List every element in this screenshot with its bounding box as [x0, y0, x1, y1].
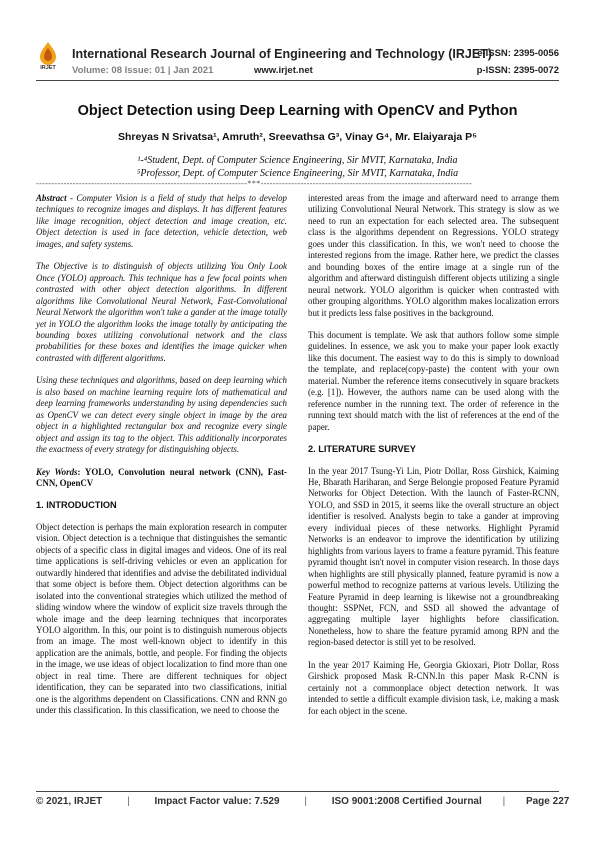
keywords-text: : YOLO, Convolution neural network (CNN), Fast-CNN, OpenCV — [36, 466, 287, 488]
left-column — [36, 193, 287, 728]
section-separator: ---------------------------------------------------------------------***--------------------------------------------------------------------- — [36, 179, 473, 188]
intro-paragraph: Object detection is perhaps the main exploration research in computer vision. Object detection is a technique that distinguishes the semantic objects of a specific class in digital images and videos. One of its real time applications is self-driving vehicles or even an application for outwardly hindered that identifies and advise the debilitated individual that some object is before them. Object detection algorithms can be isolated into the conventional strategies which utilized the method of sliding window where the window of explicit size travels through the whole image and the deep learning techniques that incorporates YOLO algorithm. In this, our point is to distinguish numerous objects from an image. The most well-known object to identify in this application are the animals, bottle, and people. For finding the objects in the image, we use ideas of object localization to find more than one object in real time. There are different techniques for object identification, they can be separated into two classifications, initial one is the algorithms dependent on Classifications. CNN and RNN go under this classification. In this classification, we need to choose the — [36, 521, 287, 716]
p-issn: p-ISSN: 2395-0072 — [476, 65, 559, 76]
footer-rule — [36, 791, 559, 792]
keywords — [36, 467, 287, 490]
footer-impact-factor: Impact Factor value: 7.529 — [154, 796, 280, 807]
paper-title: Object Detection using Deep Learning with OpenCV and Python — [77, 103, 518, 119]
svg-text:IRJET: IRJET — [40, 65, 56, 70]
journal-website[interactable]: www.irjet.net — [254, 65, 313, 76]
affiliation-professor: ⁵Professor, Dept. of Computer Science Engineering, Sir MVIT, Karnataka, India — [136, 168, 459, 179]
e-issn: e-ISSN: 2395-0056 — [477, 48, 559, 59]
footer-page-number: Page 227 — [525, 796, 570, 807]
volume-issue: Volume: 08 Issue: 01 | Jan 2021 — [72, 65, 214, 76]
header-rule — [36, 80, 559, 81]
literature-fpn: In the year 2017 Tsung-Yi Lin, Piotr Dollar, Ross Girshick, Kaiming He, Bharath Hariharan, and Serge Belongie proposed Feature Pyramid Networks for Object Detection. With the launch of Faster-RCNN, YOLO, and SSD in 2015, it seems like the overall structure an object identifier is resolved. Analysts begin to take a gander at improving every individual pieces of these networks. Highlight Pyramid Networks is an endeavor to improve the identification by utilizing highlights from various layers to frame a feature pyramid. This feature pyramid thought isn't novel in computer vision research. In those days when highlights are still physically planned, feature pyramid is now a powerful method to recognize patterns at various levels. Utilizing the Feature Pyramid in deep learning is likewise not a groundbreaking thought: SSPNet, FCN, and SSD all showed the advantage of aggregating multiple layer highlights before classification. Nonetheless, how to share the feature pyramid among RPN and the region-based detector is still yet to be resolved. — [308, 465, 559, 648]
abstract-objective: The Objective is to distinguish of objects utilizing You Only Look Once (YOLO) approach. This technique has a few focal points when contrasted with other object detection algorithms. In different algorithms like Convolutional Neural Network, Fast-Convolutional Neural Network the algorithm won't take a gander at the image totally yet in YOLO the algorithm looks the image totally by anticipating the bounding boxes utilizing convolutional network and the class probabilities for these boxes and identifies the image quicker when contrasted with different algorithms. — [36, 261, 287, 363]
abstract-paragraph — [36, 193, 287, 250]
footer-iso: ISO 9001:2008 Certified Journal — [331, 796, 482, 807]
template-note: This document is template. We ask that authors follow some simple guidelines. In essence, we ask you to make your paper look exactly like this document. The easiest way to do this is simply to download the template, and replace(copy-paste) the content with your own material. Number the reference items consecutively in square brackets (e.g. [1]). However, the authors name can be used along with the reference number in the running text. The order of reference in the running text should match with the list of references at the end of the paper. — [308, 329, 559, 432]
footer-copyright: © 2021, IRJET — [36, 796, 103, 807]
page-footer — [36, 796, 570, 807]
affiliation-students: ¹-⁴Student, Dept. of Computer Science Engineering, Sir MVIT, Karnataka, India — [137, 155, 458, 166]
intro-heading: 1. INTRODUCTION — [36, 500, 117, 511]
irjet-logo — [36, 40, 60, 70]
intro-continued: interested areas from the image and afterward need to arrange them utilizing Convolutional Neural Network. This strategy is slow as we need to run an expectation for each selected area. The subsequent class is the algorithms dependent on Regressions. YOLO strategy goes under this classification. In this, we won't need to choose the interested regions from the image. Rather here, we predict the classes and bounding boxes of the entire image at a single run of the algorithm and afterward distinguish different objects utilizing a single neural network. YOLO algorithm is quicker when contrasted with other grouping algorithms. YOLO algorithm makes localization errors but it predicts less false positives in the background. — [308, 193, 559, 318]
literature-maskrcnn: In the year 2017 Kaiming He, Georgia Gkioxari, Piotr Dollar, Ross Girshick proposed Mask R-CNN.In this paper Mask R-CNN is certainly not a commonplace object detection network. It was intended to settle a difficult example division task, i.e, making a mask for each object in the scene. — [308, 659, 559, 716]
journal-name: International Research Journal of Engineering and Technology (IRJET) — [72, 47, 492, 61]
footer-divider: | — [304, 796, 307, 807]
keywords-label: Key Words — [36, 466, 78, 477]
author-list: Shreyas N Srivatsa¹, Amruth², Sreevathsa G³, Vinay G⁴, Mr. Elaiyaraja P⁵ — [117, 131, 478, 143]
footer-divider: | — [127, 796, 130, 807]
abstract-text: - Computer Vision is a field of study that helps to develop techniques to recognize images and displays. It has different features like image recognition, object detection and image creation, etc. Object detection is used in face detection, vehicle detection, web images, and safety systems. — [36, 193, 287, 249]
footer-divider: | — [502, 796, 506, 807]
abstract-techniques: Using these techniques and algorithms, based on deep learning which is also based on machine learning require lots of mathematical and deep learning frameworks understanding by using dependencies such as OpenCV we can detect every single object in image by the area object in a highlighted rectangular box and recognize every single object and assign its tag to the object. This additionally incorporates the exactness of every strategy for distinguishing objects. — [36, 375, 287, 455]
right-column — [308, 193, 559, 728]
literature-heading: 2. LITERATURE SURVEY — [308, 444, 416, 455]
abstract-label: Abstract — [36, 193, 67, 203]
